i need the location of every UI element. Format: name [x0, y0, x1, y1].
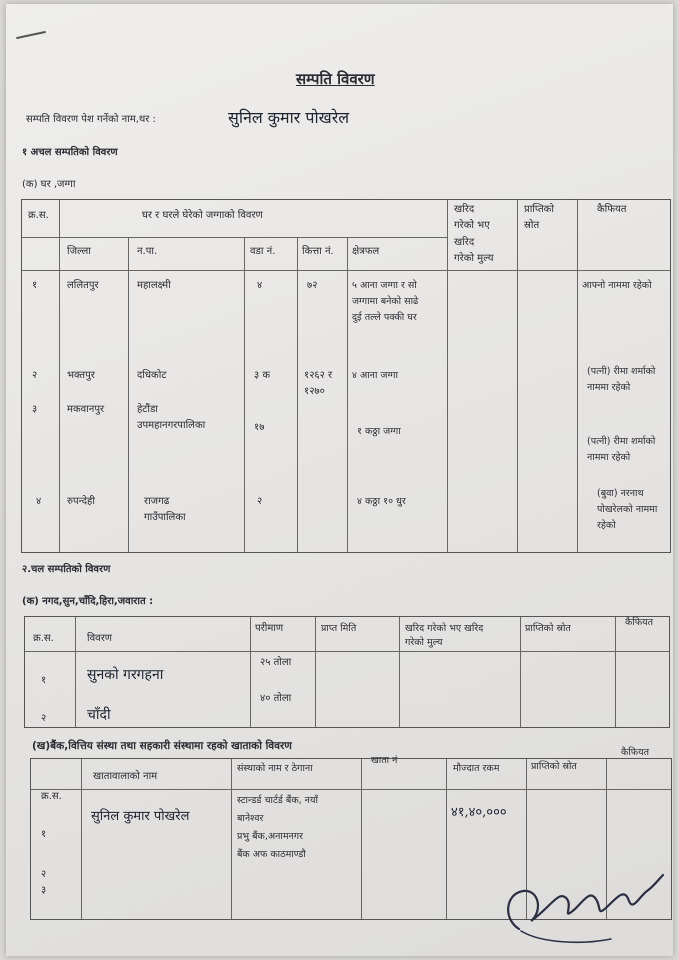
movable-assets-table	[24, 616, 670, 728]
brow-inst-2: बानेश्वर	[237, 813, 264, 824]
row3-municipality-2: उपमहानगरपालिका	[137, 420, 206, 431]
mrow1-qty: २५ तोला	[260, 657, 292, 668]
row4-municipality-1: राजगढ	[144, 496, 170, 507]
row3-ward: १७	[254, 422, 265, 433]
row3-area: १ कठ्ठा जग्गा	[357, 426, 401, 437]
row4-municipality-2: गाउँपालिका	[144, 512, 186, 523]
brow-holder: सुनिल कुमार पोखरेल	[91, 809, 190, 824]
row4-remarks-1: (बुवा) नरनाथ	[597, 488, 644, 499]
row1-sn: १	[32, 280, 38, 291]
section1-subheading: (क) घर ,जग्गा	[22, 179, 76, 190]
row3-municipality-1: हेटौंडा	[137, 404, 158, 415]
col-purchase-1: खरिद	[454, 204, 475, 215]
row1-area-1: ५ आना जग्गा र सो	[352, 280, 417, 291]
row1-district: ललितपुर	[67, 280, 99, 291]
page-title: सम्पति विवरण	[296, 70, 375, 88]
land-house-table	[21, 199, 671, 553]
brow-inst-4: बैंक अफ काठमाण्डौ	[237, 849, 306, 860]
col-remarks: कैफियत	[597, 204, 627, 215]
col-source-2: स्रोत	[524, 220, 540, 231]
col3-balance: मौज्दात रकम	[453, 763, 500, 774]
col2-date: प्राप्त मिति	[321, 623, 357, 634]
row2-municipality: दधिकोट	[137, 370, 167, 381]
col-kitta: कित्ता नं.	[302, 246, 334, 257]
brow-sn3: ३	[41, 885, 47, 896]
col3-source: प्राप्तिको स्रोत	[531, 761, 577, 772]
row2-district: भक्तपुर	[67, 370, 95, 381]
row1-area-3: दुई तल्ले पक्की घर	[352, 312, 417, 323]
col2-sn: क्र.स.	[33, 633, 54, 644]
col2-desc: विवरण	[87, 633, 113, 644]
col-municipality: न.पा.	[137, 246, 158, 257]
col-source-1: प्राप्तिको	[524, 204, 554, 215]
row2-remarks-2: नाममा रहेको	[587, 382, 631, 393]
mrow2-qty: ४० तोला	[260, 693, 292, 704]
col-area: क्षेत्रफल	[352, 246, 380, 257]
page-crease	[16, 31, 46, 39]
row2-remarks-1: (पत्नी) रीमा शर्माको	[587, 366, 656, 377]
submitter-label: सम्पति विवरण पेश गर्नेको नाम,थर :	[26, 114, 156, 125]
document-page	[6, 4, 673, 956]
mrow2-desc: चाँदी	[87, 707, 111, 723]
col3-inst: संस्थाको नाम र ठेगाना	[237, 763, 313, 774]
section2-heading: २.चल सम्पतिको विवरण	[22, 564, 111, 575]
row4-remarks-3: रहेको	[597, 520, 616, 531]
col-district: जिल्ला	[67, 246, 91, 257]
mrow1-desc: सुनको गरगहना	[87, 667, 164, 683]
brow-balance: ४१,४०,०००	[451, 805, 507, 820]
mrow1-sn: १	[41, 675, 47, 686]
row4-remarks-2: पोखरेलको नाममा	[597, 504, 658, 515]
col2-qty: परीमाण	[255, 623, 284, 634]
row1-municipality: महालक्ष्मी	[137, 280, 171, 291]
section2-subheading: (क) नगद,सुन,चाँदि,हिरा,जवारात :	[22, 596, 154, 607]
col3-sn: क्र.स.	[41, 791, 62, 802]
col3-remarks: कैफियत	[621, 747, 650, 758]
row3-sn: ३	[32, 404, 38, 415]
row4-sn: ४	[36, 496, 42, 507]
row2-area: ४ आना जग्गा	[352, 370, 398, 381]
submitter-name: सुनिल कुमार पोखरेल	[228, 108, 350, 127]
row2-ward: ३ क	[254, 370, 271, 381]
row1-kitta: ७२	[307, 280, 318, 291]
row1-remarks: आफ्नो नाममा रहेको	[582, 280, 652, 291]
col-purchase-2: गरेको भए	[454, 220, 490, 231]
col2-purchase-1: खरिद गरेको भए खरिद	[405, 623, 484, 634]
row1-area-2: जग्गामा बनेको साढे	[352, 296, 419, 307]
col-sn: क्र.स.	[28, 210, 49, 221]
section3-heading: (ख)बैंक,वित्तिय संस्था तथा सहकारी संस्थामा रहको खाताको विवरण	[32, 740, 292, 752]
col-ward: वडा नं.	[250, 246, 276, 257]
col3-acct: खाता नं	[371, 755, 398, 766]
row4-area: ४ कठ्ठा १० धुर	[357, 496, 406, 507]
row2-kitta-2: १२७०	[304, 386, 325, 397]
brow-sn2: २	[41, 869, 47, 880]
col-purchase-3: खरिद	[454, 237, 475, 248]
col-description: घर र घरले घेरेको जग्गाको विवरण	[142, 210, 263, 221]
row1-ward: ४	[257, 280, 263, 291]
row2-sn: २	[32, 370, 38, 381]
signature-mark	[501, 859, 671, 954]
row2-kitta-1: १२६२ र	[304, 370, 333, 381]
row4-district: रुपन्देही	[67, 496, 95, 507]
row3-district: मकवानपुर	[67, 404, 105, 415]
brow-sn1: १	[41, 829, 47, 840]
brow-inst-3: प्रभु बैंक,अनामनगर	[237, 831, 304, 842]
col2-purchase-2: गरेको मुल्य	[405, 637, 443, 648]
section1-heading: १ अचल सम्पतिको विवरण	[22, 147, 118, 158]
row3-remarks-1: (पत्नी) रीमा शर्माको	[587, 436, 656, 447]
mrow2-sn: २	[41, 713, 47, 724]
col2-remarks: कैफियत	[625, 617, 654, 628]
col3-holder: खातावालाको नाम	[93, 771, 158, 782]
col-purchase-4: गरेको मुल्य	[454, 253, 494, 264]
col2-source: प्राप्तिको स्रोत	[525, 623, 571, 634]
brow-inst-1: स्टान्डर्ड चार्टर्ड बैंक, नयाँ	[237, 795, 318, 806]
row4-ward: २	[257, 496, 263, 507]
row3-remarks-2: नाममा रहेको	[587, 452, 631, 463]
